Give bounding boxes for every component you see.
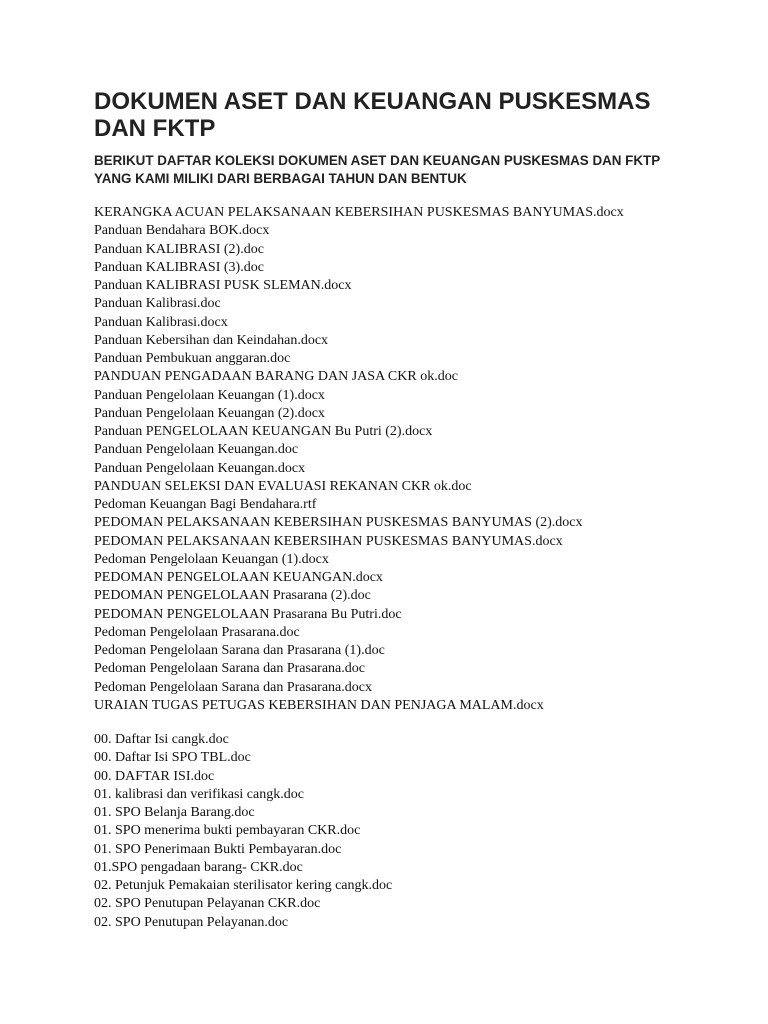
file-list-item: Panduan Pengelolaan Keuangan (2).docx xyxy=(94,405,325,421)
file-list-item: Pedoman Pengelolaan Sarana dan Prasarana (1).doc xyxy=(94,643,385,658)
file-list-item: Panduan Kalibrasi.doc xyxy=(94,296,221,312)
file-list-item: Panduan KALIBRASI (3).doc xyxy=(94,259,264,275)
page-subtitle: BERIKUT DAFTAR KOLEKSI DOKUMEN ASET DAN KEUANGAN PUSKESMAS DAN FKTP YANG KAMI MILIKI DARI BERBAGAI TAHUN DAN BENTUK xyxy=(94,153,660,186)
file-list-item: PEDOMAN PENGELOLAAN KEUANGAN.docx xyxy=(94,570,383,585)
file-list-item: 00. DAFTAR ISI.doc xyxy=(94,768,215,784)
page-title: DOKUMEN ASET DAN KEUANGAN PUSKESMAS DAN FKTP xyxy=(94,88,651,142)
file-list-item: 00. Daftar Isi SPO TBL.doc xyxy=(94,750,251,766)
file-list-item: PEDOMAN PENGELOLAAN Prasarana (2).doc xyxy=(94,588,371,604)
file-list-item: PEDOMAN PELAKSANAAN KEBERSIHAN PUSKESMAS BANYUMAS.docx xyxy=(94,533,563,549)
file-list-item: PANDUAN SELEKSI DAN EVALUASI REKANAN CKR ok.doc xyxy=(94,478,472,494)
file-list-item: Pedoman Pengelolaan Sarana dan Prasarana.docx xyxy=(94,679,372,695)
file-list-item: PEDOMAN PENGELOLAAN Prasarana Bu Putri.doc xyxy=(94,606,402,622)
file-list-item: Panduan KALIBRASI PUSK SLEMAN.docx xyxy=(94,278,352,293)
file-list-item: Panduan Bendahara BOK.docx xyxy=(94,223,270,239)
file-list-item: Panduan Pembukuan anggaran.doc xyxy=(94,351,291,366)
file-list-item: 01.SPO pengadaan barang- CKR.doc xyxy=(94,859,303,875)
file-list-item: Pedoman Pengelolaan Prasarana.doc xyxy=(94,624,300,640)
file-list-item: 02. SPO Penutupan Pelayanan.doc xyxy=(94,914,289,930)
file-list-item: Panduan Pengelolaan Keuangan.docx xyxy=(94,460,306,476)
file-list-item: 01. kalibrasi dan verifikasi cangk.doc xyxy=(94,786,304,802)
file-list-item: 02. SPO Penutupan Pelayanan CKR.doc xyxy=(94,896,321,912)
file-list-item: Panduan Kebersihan dan Keindahan.docx xyxy=(94,332,329,348)
file-list-item: 01. SPO Belanja Barang.doc xyxy=(94,805,255,820)
file-list-primary xyxy=(94,204,624,715)
file-list-item: Panduan Pengelolaan Keuangan.doc xyxy=(94,442,299,458)
file-list-item: URAIAN TUGAS PETUGAS KEBERSIHAN DAN PENJAGA MALAM.docx xyxy=(94,697,544,713)
file-list-item: Pedoman Keuangan Bagi Bendahara.rtf xyxy=(94,497,317,512)
file-list-item: Panduan PENGELOLAAN KEUANGAN Bu Putri (2).docx xyxy=(94,424,433,439)
file-list-item: PEDOMAN PELAKSANAAN KEBERSIHAN PUSKESMAS BANYUMAS (2).docx xyxy=(94,515,583,531)
file-list-item: 01. SPO menerima bukti pembayaran CKR.doc xyxy=(94,823,361,839)
file-list-item: Pedoman Pengelolaan Sarana dan Prasarana.doc xyxy=(94,661,365,677)
file-list-item: 00. Daftar Isi cangk.doc xyxy=(94,732,229,747)
file-list-item: Panduan Kalibrasi.docx xyxy=(94,314,228,330)
file-list-item: KERANGKA ACUAN PELAKSANAAN KEBERSIHAN PUSKESMAS BANYUMAS.docx xyxy=(94,205,624,220)
file-list-item: Panduan KALIBRASI (2).doc xyxy=(94,241,264,257)
file-list-item: PANDUAN PENGADAAN BARANG DAN JASA CKR ok.doc xyxy=(94,369,458,385)
file-list-item: Pedoman Pengelolaan Keuangan (1).docx xyxy=(94,551,329,567)
file-list-numbered xyxy=(94,731,392,932)
file-list-item: 02. Petunjuk Pemakaian sterilisator kering cangk.doc xyxy=(94,878,393,893)
file-list-item: Panduan Pengelolaan Keuangan (1).docx xyxy=(94,387,325,403)
file-list-item: 01. SPO Penerimaan Bukti Pembayaran.doc xyxy=(94,841,342,857)
